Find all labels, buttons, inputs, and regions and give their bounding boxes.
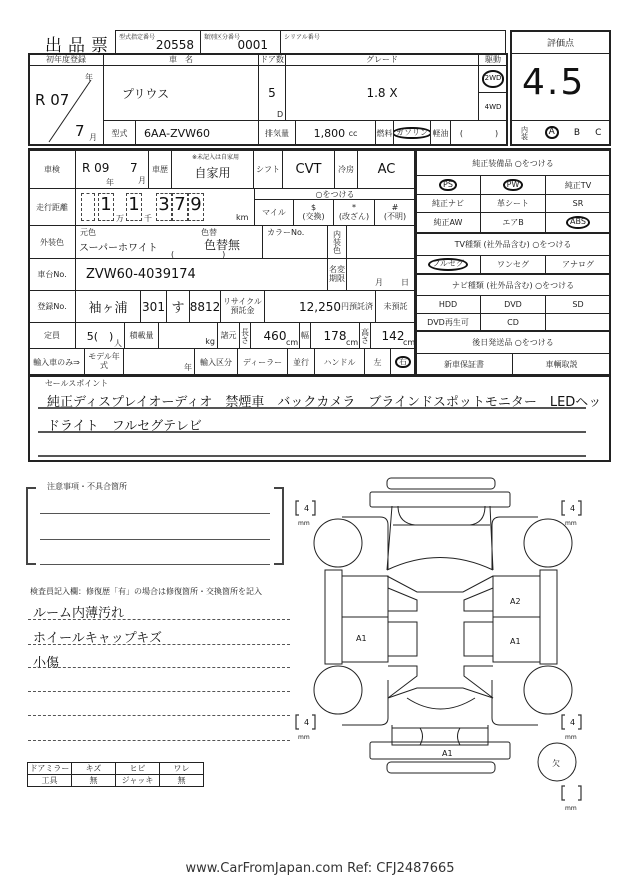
month-unit: 月 — [89, 133, 97, 142]
navi-hdd: HDD — [415, 295, 481, 314]
shift-label: シフト — [253, 150, 283, 189]
score-label: 評価点 — [512, 32, 609, 54]
displacement-label: 排気量 — [258, 120, 296, 146]
windshield — [387, 558, 493, 593]
exterior-label: 外装色 — [28, 225, 76, 259]
fuel-other: ( ) — [450, 120, 508, 146]
height-label: 高さ — [359, 322, 371, 349]
later-warranty: 新車保証書 — [415, 353, 513, 376]
recycle-unpaid: 未預託 — [375, 290, 416, 323]
tread-brackets — [296, 501, 581, 800]
dotted-line — [28, 715, 290, 716]
displacement-cell — [295, 120, 376, 146]
tv-header: TV種類 (社外品含む) ○をつける — [415, 232, 611, 256]
repaint-paren: ( ) — [171, 250, 226, 259]
line-divider — [38, 407, 586, 409]
mirror-cell: ワレ — [159, 762, 204, 775]
ac-value: AC — [357, 150, 416, 189]
tv-fullseg — [415, 255, 481, 274]
inspection-era: R 09 — [82, 161, 110, 175]
dotted-line — [28, 740, 290, 741]
watermark-footer: www.CarFromJapan.com Ref: CFJ2487665 — [185, 861, 455, 876]
bracket-right — [274, 487, 284, 565]
load-value: kg — [158, 322, 218, 349]
mm-unit: mm — [565, 520, 577, 527]
serial-label: シリアル番号 — [284, 34, 320, 41]
tv-fullseg-label: フルセグ — [428, 258, 468, 271]
damage-mark-right-front-door: A2 — [510, 597, 521, 606]
km-unit: km — [236, 213, 249, 222]
recycle-cell — [264, 290, 376, 323]
type-designation-value: 20558 — [155, 38, 194, 52]
capacity-cell — [75, 322, 125, 349]
width-label: 幅 — [299, 322, 311, 349]
equip-pw-label: PW — [503, 179, 524, 192]
left-sill — [325, 570, 342, 664]
width-value: 178 — [323, 328, 347, 343]
line-divider — [38, 455, 586, 457]
equip-abs-label: ABS — [566, 216, 590, 229]
dotted-line — [28, 691, 290, 692]
dotted-line — [28, 644, 290, 645]
notes-line — [40, 513, 270, 514]
wheel-rear-right — [524, 666, 572, 714]
repaint-label: 色替 — [201, 228, 217, 237]
import-type-label: 輸入区分 — [194, 348, 238, 376]
mileage-label: 走行距離 — [28, 188, 76, 226]
dims-label: 諸元 — [217, 322, 240, 349]
equip-pw — [480, 175, 546, 195]
length-value: 460 — [263, 328, 287, 343]
year-unit: 年 — [85, 73, 93, 82]
tv-oneseg: ワンセグ — [480, 255, 546, 274]
damage-mark-rear-bumper: A1 — [442, 749, 453, 758]
inspector-label: 検査員記入欄：修復歴「有」の場合は修復箇所・交換箇所を記入 — [30, 587, 262, 596]
doors-label: ドア数 — [258, 53, 286, 66]
mileage-digit — [81, 193, 95, 221]
wheel-rear-left — [314, 666, 362, 714]
model-year-label: モデル年式 — [84, 348, 124, 376]
width-cell — [310, 322, 360, 349]
mirror-cell: キズ — [71, 762, 116, 775]
usage-cell — [171, 150, 254, 189]
orig-color-label: 元色 — [80, 228, 96, 237]
inspection-label: 車検 — [28, 150, 76, 189]
later-manual: 車輌取説 — [512, 353, 611, 376]
sen-unit: 千 — [144, 214, 152, 223]
usage-label: 車歴 — [148, 150, 172, 189]
mm-unit: mm — [565, 805, 577, 812]
sales-point-line: ドライト フルセグテレビ — [47, 419, 202, 434]
month-unit: 月 — [375, 278, 383, 287]
name-change-label: 名変期限 — [327, 258, 347, 291]
model-value: 6AA-ZVW60 — [135, 120, 259, 146]
navi-blank — [545, 313, 611, 331]
length-cell — [250, 322, 300, 349]
equip-ps-label: PS — [439, 179, 457, 192]
wheel-front-left — [314, 519, 362, 567]
notes-line — [40, 564, 270, 565]
cm-unit: cm — [346, 338, 359, 347]
later-header: 後日発送品 ○をつける — [415, 330, 611, 354]
ac-label: 冷房 — [334, 150, 358, 189]
category-box — [200, 30, 281, 54]
orig-color-value: スーパーホワイト — [79, 243, 158, 254]
score-value: 4.5 — [522, 62, 586, 103]
bracket-left — [26, 487, 36, 565]
spare-label: 欠 — [552, 759, 560, 768]
handle-right-label: 右 — [395, 356, 411, 369]
chassis-value: ZVW60-4039174 — [75, 258, 328, 291]
registration-label: 登録No. — [28, 290, 76, 323]
mm-unit: mm — [298, 520, 310, 527]
shift-value: CVT — [282, 150, 335, 189]
fuel-diesel: 軽油 — [430, 120, 451, 146]
equip-aw: 純正AW — [415, 212, 481, 233]
dotted-line — [28, 619, 290, 620]
registration-region: 袖ヶ浦 — [75, 290, 141, 323]
usage-note: ※未記入は自家用 — [192, 154, 240, 161]
recycle-paid: 円預託済 — [341, 302, 373, 311]
load-label: 積載量 — [124, 322, 159, 349]
serial-box — [280, 30, 506, 54]
length-label: 長さ — [239, 322, 251, 349]
registration-class: 301 — [140, 290, 167, 323]
hood — [387, 506, 493, 570]
doors-cell — [258, 65, 286, 121]
name-change-cell — [346, 258, 416, 291]
inspection-month-unit: 月 — [138, 176, 146, 185]
mm-unit: mm — [565, 734, 577, 741]
cabin-left — [388, 588, 417, 698]
mileage-cell — [75, 188, 255, 226]
registration-kana: す — [166, 290, 190, 323]
height-cell — [370, 322, 416, 349]
cm-unit: cm — [286, 338, 299, 347]
tv-analog: アナログ — [545, 255, 611, 274]
first-reg-cell — [28, 65, 104, 146]
drive-2wd-label: 2WD — [482, 70, 505, 88]
equip-leather: 革シート — [480, 194, 546, 213]
front-bumper — [370, 492, 510, 507]
mileage-digit: 3 — [156, 193, 172, 221]
mileage-option-exchanged: $ (交換) — [293, 199, 334, 226]
dotted-line — [28, 667, 290, 668]
category-label: 類別区分番号 — [204, 34, 241, 41]
sheet-title: 出品票 — [45, 36, 114, 56]
interior-grade-row — [512, 120, 609, 144]
capacity-value: 5( ) — [86, 329, 114, 343]
usage-value: 自家用 — [194, 166, 231, 180]
mileage-digit: 1 — [98, 193, 114, 221]
grade-value: 1.8 X — [285, 65, 479, 121]
car-damage-diagram — [290, 470, 620, 820]
equip-navi: 純正ナビ — [415, 194, 481, 213]
handle-label: ハンドル — [314, 348, 365, 376]
exterior-cell — [75, 225, 263, 259]
damage-mark-left-rear-door: A1 — [356, 634, 367, 643]
navi-header: ナビ種類 (社外品含む) ○をつける — [415, 273, 611, 296]
tread-fl: 4 — [304, 504, 310, 513]
sales-point-line: 純正ディスプレイオーディオ 禁煙車 バックカメラ ブラインドスポットモニター LEDヘッ — [47, 395, 602, 410]
mirror-cell: 工具 — [27, 774, 72, 787]
navi-dvd-playback: DVD再生可 — [415, 313, 481, 331]
car-name-value: プリウス — [103, 65, 259, 121]
chassis-label: 車台No. — [28, 258, 76, 291]
category-value: 0001 — [237, 38, 268, 52]
man-unit: 万 — [116, 214, 124, 223]
mileage-mark-header: ○をつける — [254, 188, 416, 200]
front-bumper-lip — [387, 478, 495, 489]
inspector-line: ルーム内薄汚れ — [33, 606, 125, 621]
fuel-label: 燃料 — [375, 120, 394, 146]
notes-label: 注意事項・不具合箇所 — [47, 482, 127, 491]
equipment-header: 純正装備品 ○をつける — [415, 150, 611, 176]
drive-4wd: 4WD — [478, 92, 508, 121]
person-unit: 人 — [114, 339, 122, 348]
damage-mark-right-rear-door: A1 — [510, 637, 521, 646]
inspector-line: ホイールキャップキズ — [33, 631, 162, 646]
drive-2wd — [478, 65, 508, 93]
navi-dvd: DVD — [480, 295, 546, 314]
fuel-gasoline-label: ガソリン — [393, 127, 431, 140]
inspection-year-unit: 年 — [106, 178, 114, 187]
color-no-label: カラーNo. — [262, 225, 328, 259]
mileage-digit: 7 — [172, 193, 188, 221]
tread-fr: 4 — [570, 504, 576, 513]
import-dealer: ディーラー — [237, 348, 288, 376]
repaint-value: 色替無 — [204, 238, 241, 252]
interior-color-label: 内装色 — [327, 225, 347, 259]
mirror-cell: ドアミラー — [27, 762, 72, 775]
type-designation-box — [115, 30, 201, 54]
equip-tv: 純正TV — [545, 175, 611, 195]
mirror-cell: 無 — [71, 774, 116, 787]
displacement-value: 1,800 — [313, 126, 346, 140]
equip-airbag: エアB — [480, 212, 546, 233]
handle-right — [390, 348, 416, 376]
interior-grade-c: C — [595, 127, 602, 138]
body-outline — [342, 517, 538, 725]
mileage-option-tampered: * (改ざん) — [333, 199, 375, 226]
recycle-amount: 12,250 — [299, 299, 341, 314]
tread-rr: 4 — [570, 718, 576, 727]
rear-window — [388, 688, 493, 709]
mirror-cell: 無 — [159, 774, 204, 787]
doors-unit: D — [277, 110, 284, 119]
right-sill — [540, 570, 557, 664]
type-designation-label: 型式指定番号 — [119, 34, 156, 41]
notes-line — [40, 539, 270, 540]
mm-unit: mm — [298, 734, 310, 741]
first-reg-month: 7 — [75, 122, 85, 140]
mileage-option-unknown: # (不明) — [374, 199, 416, 226]
inspection-cell — [75, 150, 149, 189]
interior-grade-a: A — [545, 126, 559, 140]
recycle-label: リサイクル預託金 — [220, 290, 265, 323]
model-label: 型式 — [103, 120, 136, 146]
mileage-option-mile: マイル — [254, 199, 294, 226]
height-value: 142 — [381, 328, 405, 343]
interior-grade-b: B — [573, 127, 581, 138]
line-divider — [38, 431, 586, 433]
drive-label: 駆動 — [478, 53, 508, 66]
first-reg-label: 初年度登録 — [28, 53, 104, 66]
mileage-digit: 9 — [188, 193, 204, 221]
inspector-line: 小傷 — [33, 656, 60, 671]
capacity-label: 定員 — [28, 322, 76, 349]
cm-unit: cm — [403, 338, 416, 347]
navi-cd: CD — [480, 313, 546, 331]
first-reg-era: R 07 — [35, 91, 70, 109]
day-unit: 日 — [401, 278, 409, 287]
import-label: 輸入車のみ⇒ — [28, 348, 85, 376]
equip-ps — [415, 175, 481, 195]
navi-sd: SD — [545, 295, 611, 314]
fuel-gasoline — [393, 120, 431, 146]
cabin-right — [464, 588, 493, 698]
mirror-cell: ジャッキ — [115, 774, 160, 787]
import-parallel: 並行 — [287, 348, 315, 376]
sales-points-label: セールスポイント — [45, 379, 109, 388]
inspection-month: 7 — [130, 161, 138, 175]
mirror-cell: ヒビ — [115, 762, 160, 775]
left-front-door — [342, 576, 388, 617]
mileage-digit: 1 — [126, 193, 142, 221]
rear-bumper-lip — [387, 762, 495, 773]
equip-abs — [545, 212, 611, 233]
equip-sr: SR — [545, 194, 611, 213]
model-year-value: 年 — [123, 348, 195, 376]
grade-label: グレード — [285, 53, 479, 66]
interior-label: 内装 — [520, 125, 529, 140]
doors-value: 5 — [268, 86, 276, 100]
handle-left: 左 — [364, 348, 391, 376]
car-name-label: 車 名 — [103, 53, 259, 66]
registration-number: 8812 — [189, 290, 221, 323]
interior-color-value — [346, 225, 416, 259]
cc-unit: cc — [348, 128, 358, 138]
tread-rl: 4 — [304, 718, 310, 727]
